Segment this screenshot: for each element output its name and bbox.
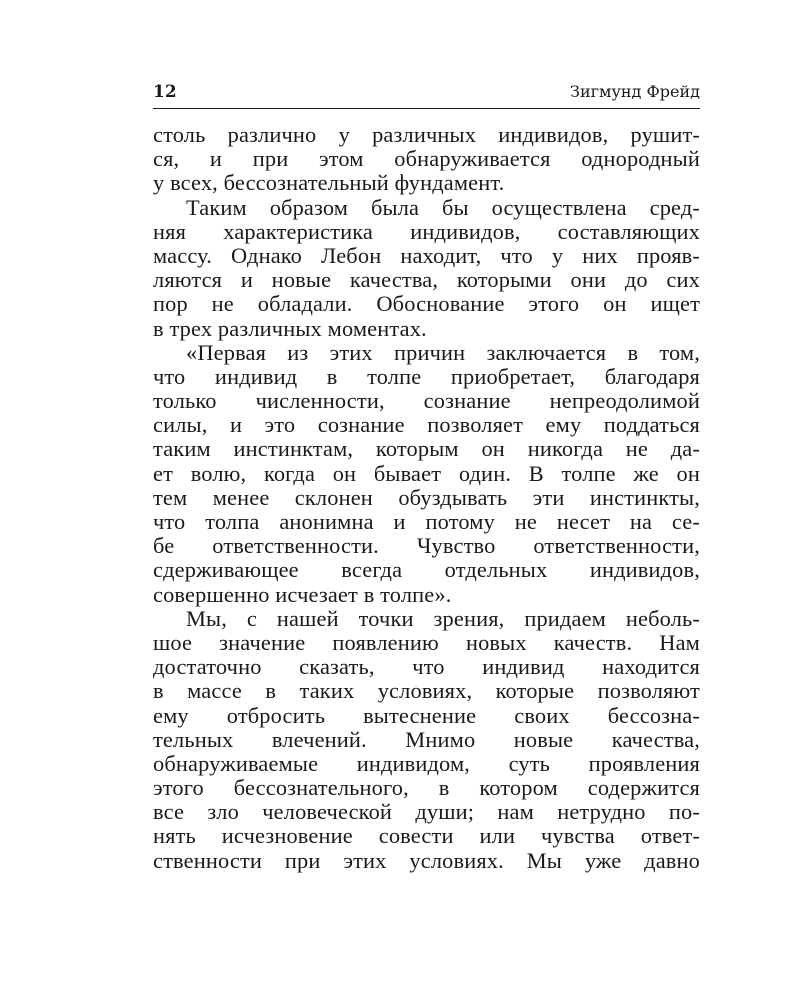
text-line: ему отбросить вытеснение своих бессозна- [153, 702, 700, 728]
text-line: тельных влечений. Мнимо новые качества, [153, 726, 700, 752]
text-line: столь различно у различных индивидов, рушит- [153, 122, 700, 147]
text-line: у всех, бессознательный фундамент. [153, 170, 505, 196]
text-line: обнаруживаемые индивидом, суть проявления [153, 750, 700, 776]
text-line: сдерживающее всегда отдельных индивидов, [153, 557, 700, 583]
text-line: нять исчезновение совести или чувства ответ- [153, 823, 700, 849]
book-page [153, 82, 700, 873]
text-line: что толпа анонимна и потому не несет на се- [153, 509, 700, 534]
page-header [153, 82, 700, 109]
text-line: таким инстинктам, которым он никогда не да- [153, 436, 700, 462]
text-line: ет волю, когда он бывает один. В толпе же он [153, 460, 700, 486]
running-head-author: Зигмунд Фрейд [570, 82, 700, 101]
text-line: ляются и новые качества, которыми они до сих [153, 267, 700, 293]
text-line: в трех различных моментах. [153, 315, 427, 341]
text-line: все зло человеческой души; нам нетрудно по- [153, 799, 700, 825]
text-line: пор не обладали. Обоснование этого он ищет [153, 291, 700, 317]
page-number: 12 [153, 82, 177, 102]
text-line: только численности, сознание непреодолимой [153, 388, 700, 414]
text-line: няя характеристика индивидов, составляющих [153, 218, 700, 244]
text-line: шое значение появлению новых качеств. Нам [153, 629, 700, 655]
text-line: что индивид в толпе приобретает, благодаря [153, 363, 700, 389]
text-line: в массе в таких условиях, которые позволяют [153, 678, 700, 704]
text-line: этого бессознательного, в котором содержится [153, 775, 700, 801]
text-line: Мы, с нашей точки зрения, придаем неболь- [186, 605, 700, 631]
text-line: бе ответственности. Чувство ответственности, [153, 533, 700, 559]
text-line: массу. Однако Лебон находит, что у них прояв- [153, 242, 700, 268]
text-line: совершенно исчезает в толпе». [153, 581, 452, 607]
text-line: «Первая из этих причин заключается в том, [186, 339, 700, 365]
text-line: ственности при этих условиях. Мы уже давно [153, 847, 700, 873]
text-line: ся, и при этом обнаруживается однородный [153, 146, 700, 172]
text-line: силы, и это сознание позволяет ему поддаться [153, 412, 700, 438]
text-line: тем менее склонен обуздывать эти инстинкты, [153, 484, 700, 510]
text-line: Таким образом была бы осуществлена сред- [186, 194, 700, 220]
text-line: достаточно сказать, что индивид находится [153, 654, 700, 680]
body-text [153, 123, 700, 873]
